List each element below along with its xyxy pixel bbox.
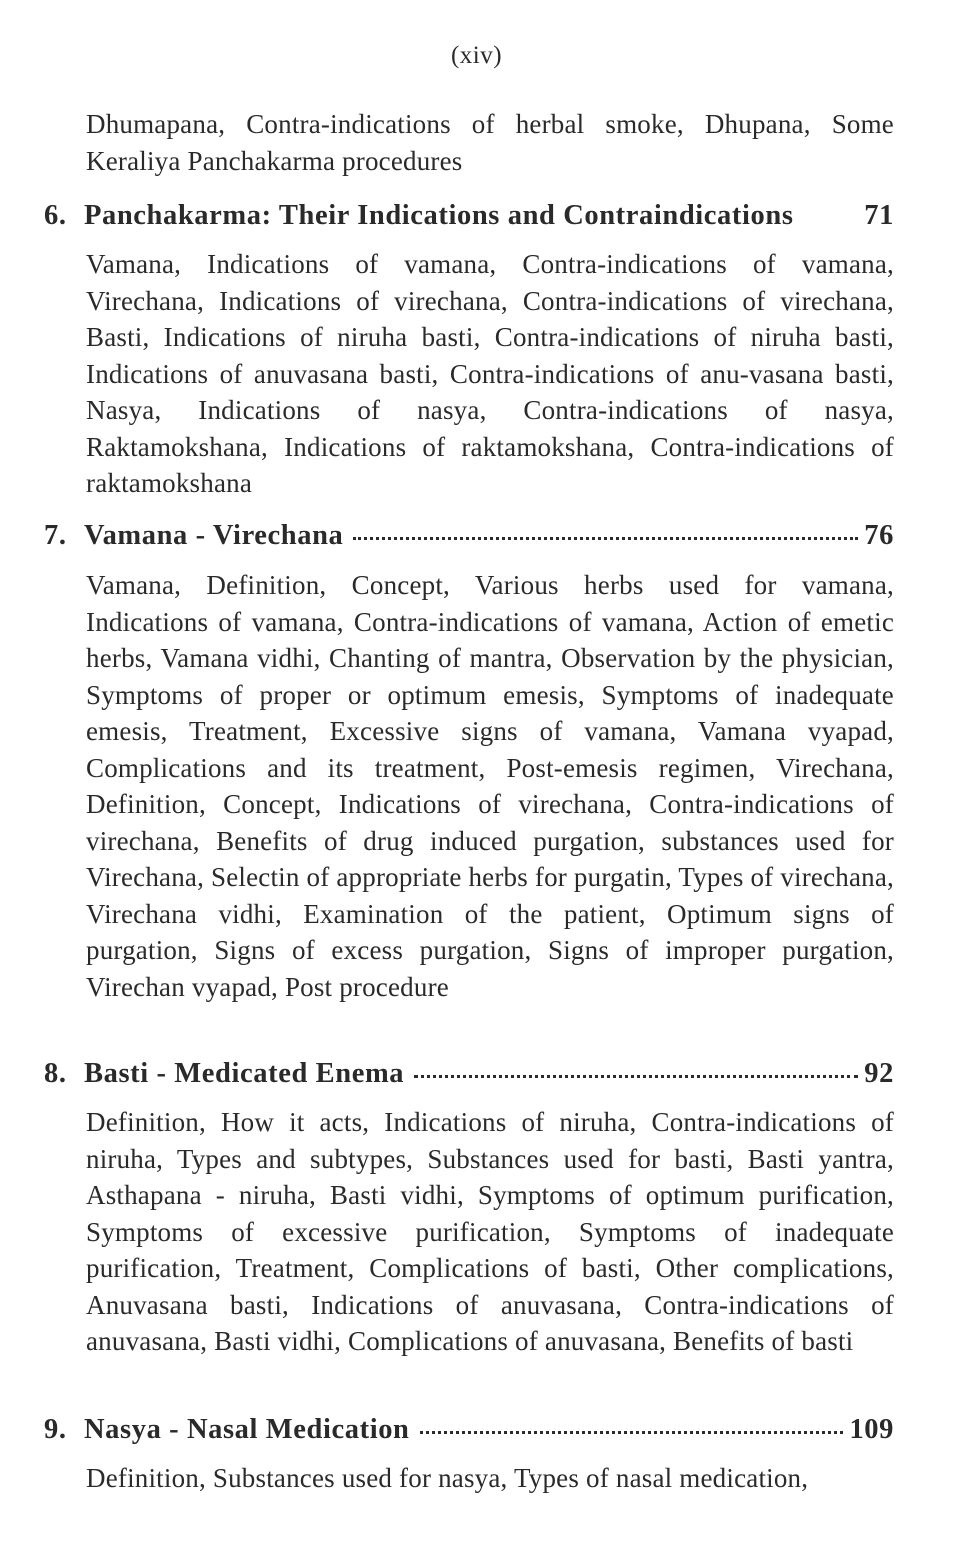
chapter-page: 92 (864, 1058, 894, 1089)
intro-paragraph: Dhumapana, Contra-indications of herbal smoke, Dhupana, Some Keraliya Panchakarma procedures (86, 109, 894, 176)
chapter-6-heading (44, 200, 894, 232)
chapter-title: Vamana - Virechana (84, 520, 344, 551)
chapter-8-summary: Definition, How it acts, Indications of niruha, Contra-indications of niruha, Types and subtypes, Substances used for basti, Basti yantra, Asthapana - niruha, Basti vidhi, Symptoms of optimum purification, Symptoms of excessive purification, Symptoms of inadequate purification, Treatment, Complications of basti, Other complications, Anuvasana basti, Indications of anuvasana, Contra-indications of anuvasana, Basti vidhi, Complications of anuvasana, Benefits of basti (86, 1107, 894, 1356)
chapter-page: 71 (864, 200, 894, 231)
chapter-title: Nasya - Nasal Medication (84, 1414, 410, 1445)
chapter-number: 8. (44, 1058, 67, 1089)
chapter-title: Basti - Medicated Enema (84, 1058, 405, 1089)
dot-leader (353, 537, 858, 540)
page-number: (xiv) (450, 42, 503, 69)
chapter-6-summary: Vamana, Indications of vamana, Contra-indications of vamana, Virechana, Indications of virechana, Contra-indications of virechana, Basti, Indications of niruha basti, Contra-indications of niruha basti, Indications of anuvasana basti, Contra-indications of anu-vasana basti, Nasya, Indications of nasya, Contra-indications of nasya, Raktamokshana, Indications of raktamokshana, Contra-indications of raktamokshana (86, 249, 894, 498)
chapter-title: Panchakarma: Their Indications and Contraindications (84, 200, 794, 231)
chapter-page: 109 (849, 1414, 894, 1445)
chapter-8-heading (44, 1058, 894, 1090)
chapter-7-summary: Vamana, Definition, Concept, Various herbs used for vamana, Indications of vamana, Contra-indications of vamana, Action of emetic herbs, Vamana vidhi, Chanting of mantra, Observation by the physician, Symptoms of proper or optimum emesis, Symptoms of inadequate emesis, Treatment, Excessive signs of vamana, Vamana vyapad, Complications and its treatment, Post-emesis regimen, Virechana, Definition, Concept, Indications of virechana, Contra-indications of virechana, Benefits of drug induced purgation, substances used for Virechana, Selectin of appropriate herbs for purgatin, Types of virechana, Virechana vidhi, Examination of the patient, Optimum signs of purgation, Signs of excess purgation, Signs of improper purgation, Virechan vyapad, Post procedure (86, 570, 894, 1002)
chapter-9-heading (44, 1414, 894, 1446)
chapter-page: 76 (864, 520, 894, 551)
chapter-number: 7. (44, 520, 67, 551)
dot-leader (414, 1075, 858, 1078)
dot-leader (420, 1431, 844, 1434)
chapter-9-summary: Definition, Substances used for nasya, Types of nasal medication, (86, 1463, 809, 1493)
chapter-number: 9. (44, 1414, 67, 1445)
chapter-number: 6. (44, 200, 67, 231)
chapter-7-heading (44, 520, 894, 552)
